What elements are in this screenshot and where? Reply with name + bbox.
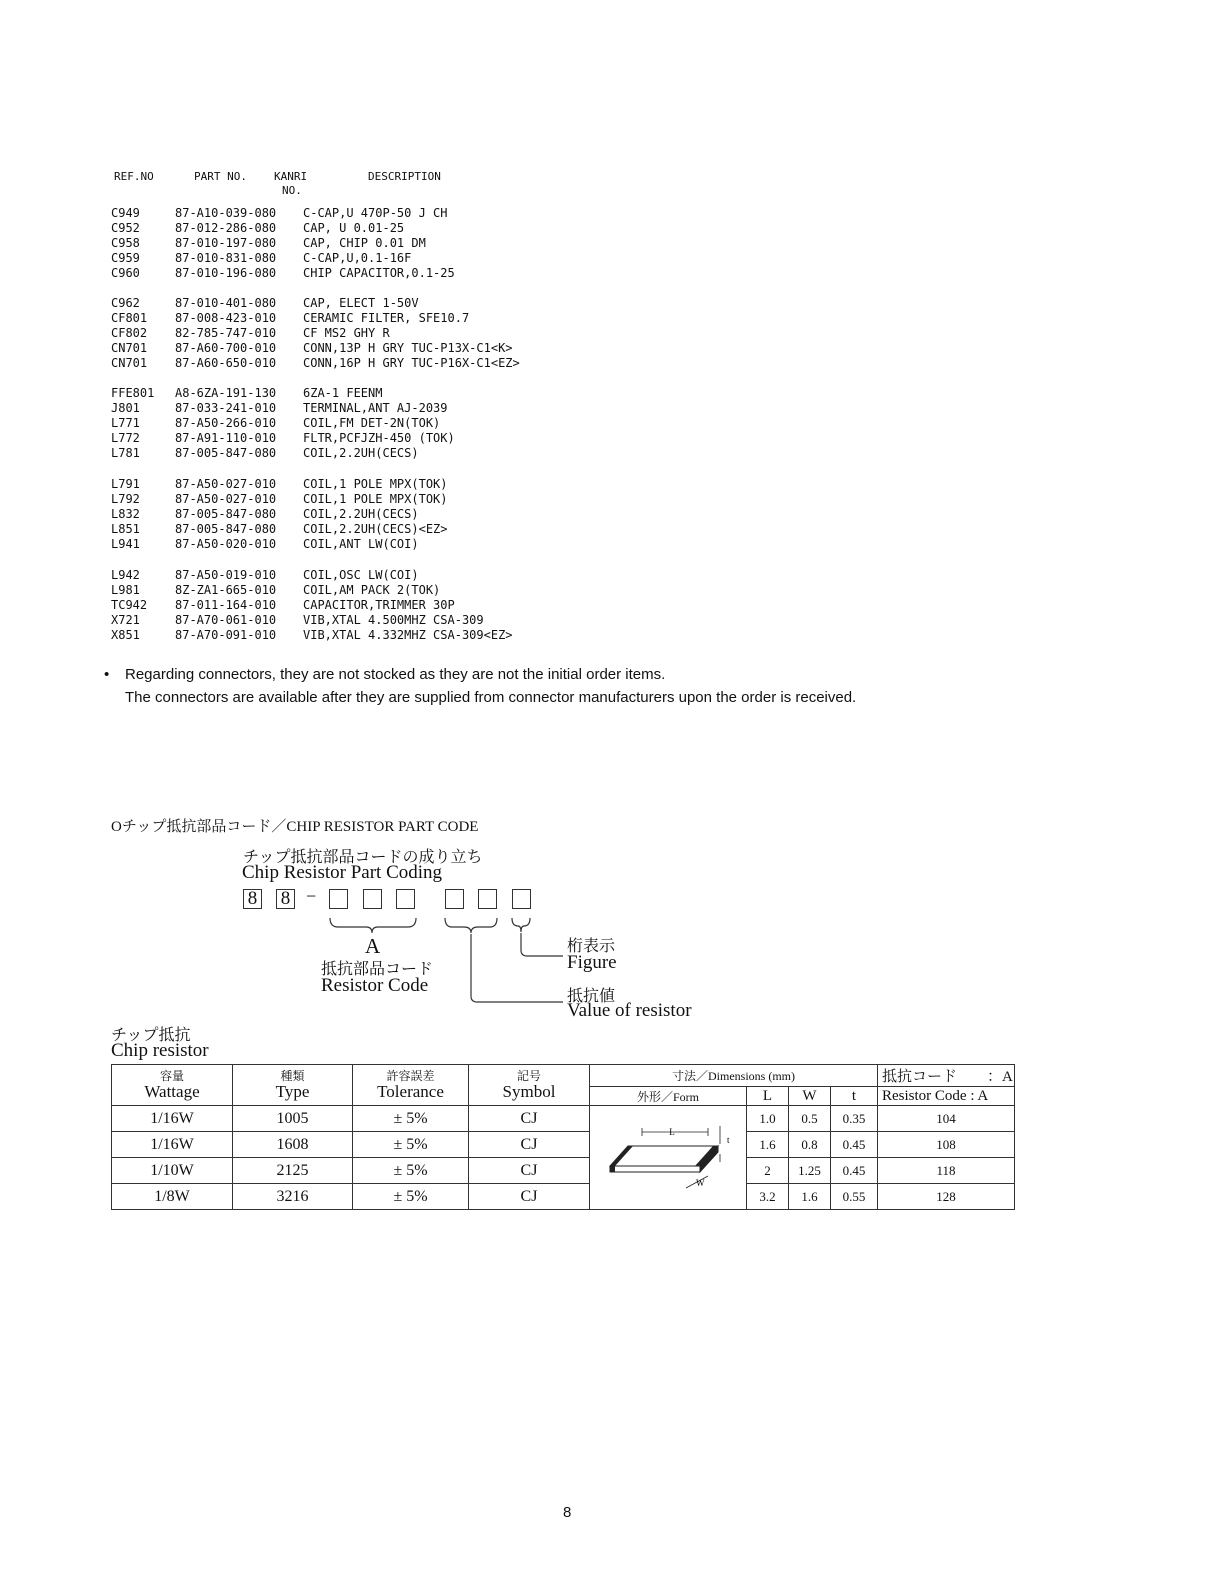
cell-wattage: 1/10W (112, 1158, 233, 1184)
part-no: 87-A50-266-010 (175, 416, 277, 431)
chip-table-title-en: Chip resistor (111, 1040, 209, 1061)
header-description: DESCRIPTION (368, 170, 441, 183)
part-no: 87-A60-650-010 (175, 356, 277, 371)
chip-resistor-table (111, 1064, 1015, 1210)
cell-code: 128 (878, 1184, 1015, 1210)
chip-code-section-title: Oチップ抵抗部品コード／CHIP RESISTOR PART CODE (111, 819, 479, 835)
header-kanri: KANRI (274, 170, 308, 183)
part-no: 87-A50-020-010 (175, 537, 277, 552)
ref-no: X721 (111, 613, 140, 628)
resistor-code-jp: 抵抗部品コード (321, 961, 434, 978)
cell-wattage: 1/8W (112, 1184, 233, 1210)
description: C-CAP,U,0.1-16F (303, 251, 412, 266)
part-no: 8Z-ZA1-665-010 (175, 583, 277, 598)
diagram-label-w: W (696, 1178, 705, 1188)
cell-t: 0.55 (831, 1184, 878, 1210)
cell-w: 0.5 (789, 1106, 831, 1132)
cell-code: 104 (878, 1106, 1015, 1132)
value-en: Value of resistor (567, 1000, 692, 1021)
cell-w: 0.8 (789, 1132, 831, 1158)
description: COIL,OSC LW(COI) (303, 568, 419, 582)
part-no: 87-008-423-010 (175, 311, 277, 326)
description: CAPACITOR,TRIMMER 30P (303, 598, 455, 613)
code-digit-1: 8 (243, 889, 262, 909)
description: COIL,FM DET-2N(TOK) (303, 416, 441, 431)
table-row (112, 1132, 1015, 1158)
cell-tolerance: ± 5% (353, 1158, 469, 1184)
part-no: A8-6ZA-191-130 (175, 386, 277, 400)
ref-no: FFE801 (111, 386, 155, 400)
code-digit-2: 8 (276, 889, 295, 909)
description: COIL,2.2UH(CECS) (303, 507, 419, 522)
description: COIL,1 POLE MPX(TOK) (303, 492, 448, 507)
description: CAP, U 0.01-25 (303, 221, 405, 236)
header-symbol: 記号 Symbol (469, 1065, 590, 1106)
brace-a (330, 918, 416, 933)
description: CAP, CHIP 0.01 DM (303, 236, 426, 251)
cell-wattage: 1/16W (112, 1106, 233, 1132)
header-code-jp: 抵抗コード ：A (878, 1065, 1015, 1087)
cell-tolerance: ± 5% (353, 1184, 469, 1210)
part-no: 87-A91-110-010 (175, 431, 277, 446)
cell-t: 0.35 (831, 1106, 878, 1132)
cell-w: 1.6 (789, 1184, 831, 1210)
header-ref-no: REF.NO (114, 170, 154, 183)
ref-no: C952 (111, 221, 140, 236)
header-l: L (747, 1087, 789, 1106)
figure-en: Figure (567, 952, 617, 973)
part-no: 87-010-831-080 (175, 251, 277, 266)
part-no: 87-010-197-080 (175, 236, 277, 251)
ref-no: L772 (111, 431, 140, 446)
part-no: 82-785-747-010 (175, 326, 277, 341)
figure-jp: 桁表示 (567, 938, 616, 955)
cell-l: 1.6 (747, 1132, 789, 1158)
description: CERAMIC FILTER, SFE10.7 (303, 311, 470, 326)
ref-no: CN701 (111, 356, 148, 371)
ref-no: C960 (111, 266, 140, 281)
note-bullet: • (104, 666, 110, 683)
chip-table-title-jp: チップ抵抗 (111, 1027, 191, 1044)
part-no: 87-A10-039-080 (175, 206, 277, 220)
description: CONN,13P H GRY TUC-P13X-C1<K> (303, 341, 513, 356)
ref-no: CF802 (111, 326, 148, 341)
ref-no: X851 (111, 628, 140, 643)
header-w: W (789, 1087, 831, 1106)
cell-type: 2125 (233, 1158, 353, 1184)
table-row (112, 1184, 1015, 1210)
ref-no: L771 (111, 416, 140, 431)
description: COIL,ANT LW(COI) (303, 537, 419, 552)
header-t: t (831, 1087, 878, 1106)
part-no: 87-A60-700-010 (175, 341, 277, 356)
cell-type: 3216 (233, 1184, 353, 1210)
ref-no: L781 (111, 446, 140, 461)
ref-no: C949 (111, 206, 140, 220)
description: CHIP CAPACITOR,0.1-25 (303, 266, 455, 281)
header-row-1 (112, 1065, 1015, 1087)
description: CONN,16P H GRY TUC-P16X-C1<EZ> (303, 356, 520, 371)
value-jp: 抵抗値 (567, 988, 616, 1005)
description: CF MS2 GHY R (303, 326, 390, 341)
diagram-label-l: L (669, 1127, 675, 1137)
description: COIL,1 POLE MPX(TOK) (303, 477, 448, 491)
ref-no: L792 (111, 492, 140, 507)
leader-value (471, 934, 563, 1002)
part-no: 87-012-286-080 (175, 221, 277, 236)
cell-code: 118 (878, 1158, 1015, 1184)
a-label: A (365, 934, 381, 958)
table-row (112, 1106, 1015, 1132)
part-no: 87-A50-019-010 (175, 568, 277, 582)
header-dimensions: 寸法／Dimensions (mm) (590, 1065, 878, 1087)
header-code-en: Resistor Code : A (878, 1087, 1015, 1106)
ref-no: CF801 (111, 311, 148, 326)
description: TERMINAL,ANT AJ-2039 (303, 401, 448, 416)
ref-no: J801 (111, 401, 140, 416)
part-no: 87-011-164-010 (175, 598, 277, 613)
cell-wattage: 1/16W (112, 1132, 233, 1158)
ref-no: L851 (111, 522, 140, 537)
part-no: 87-010-401-080 (175, 296, 277, 310)
header-kanri-no: NO. (282, 184, 302, 197)
table-row (112, 1158, 1015, 1184)
leader-figure (521, 933, 563, 956)
ref-no: C959 (111, 251, 140, 266)
ref-no: CN701 (111, 341, 148, 356)
code-dash: − (306, 886, 317, 906)
ref-no: L981 (111, 583, 140, 598)
note-line-1: Regarding connectors, they are not stocked as they are not the initial order items. (125, 666, 666, 683)
coding-title-en: Chip Resistor Part Coding (242, 862, 443, 883)
header-part-no: PART NO. (194, 170, 247, 183)
cell-type: 1005 (233, 1106, 353, 1132)
header-form: 外形／Form (590, 1087, 747, 1106)
cell-code: 108 (878, 1132, 1015, 1158)
part-no: 87-005-847-080 (175, 522, 277, 537)
cell-t: 0.45 (831, 1132, 878, 1158)
header-wattage: 容量 Wattage (112, 1065, 233, 1106)
note-line-2: The connectors are available after they are supplied from connector manufacturers upon the order is received. (125, 689, 857, 706)
description: FLTR,PCFJZH-450 (TOK) (303, 431, 455, 446)
description: COIL,AM PACK 2(TOK) (303, 583, 441, 598)
brace-value (445, 918, 497, 933)
cell-symbol: CJ (469, 1184, 590, 1210)
ref-no: L941 (111, 537, 140, 552)
cell-symbol: CJ (469, 1132, 590, 1158)
brace-figure (512, 918, 530, 932)
part-no: 87-A50-027-010 (175, 492, 277, 507)
diagram-label-t: t (727, 1135, 730, 1145)
cell-t: 0.45 (831, 1158, 878, 1184)
part-no: 87-A50-027-010 (175, 477, 277, 491)
description: C-CAP,U 470P-50 J CH (303, 206, 448, 220)
ref-no: L791 (111, 477, 140, 491)
header-tolerance: 許容誤差 Tolerance (353, 1065, 469, 1106)
cell-tolerance: ± 5% (353, 1132, 469, 1158)
page-number: 8 (563, 1504, 572, 1521)
part-no: 87-A70-091-010 (175, 628, 277, 643)
resistor-code-en: Resistor Code (321, 975, 429, 996)
description: VIB,XTAL 4.332MHZ CSA-309<EZ> (303, 628, 513, 643)
cell-l: 3.2 (747, 1184, 789, 1210)
cell-l: 1.0 (747, 1106, 789, 1132)
ref-no: TC942 (111, 598, 148, 613)
cell-l: 2 (747, 1158, 789, 1184)
cell-symbol: CJ (469, 1106, 590, 1132)
description: CAP, ELECT 1-50V (303, 296, 419, 310)
ref-no: C958 (111, 236, 140, 251)
description: VIB,XTAL 4.500MHZ CSA-309 (303, 613, 484, 628)
cell-w: 1.25 (789, 1158, 831, 1184)
ref-no: L832 (111, 507, 140, 522)
cell-type: 1608 (233, 1132, 353, 1158)
chip-form-diagram (600, 1118, 740, 1198)
ref-no: L942 (111, 568, 140, 582)
ref-no: C962 (111, 296, 140, 310)
part-no: 87-005-847-080 (175, 446, 277, 461)
description: COIL,2.2UH(CECS)<EZ> (303, 522, 448, 537)
part-no: 87-033-241-010 (175, 401, 277, 416)
part-no: 87-010-196-080 (175, 266, 277, 281)
coding-title-jp: チップ抵抗部品コードの成り立ち (243, 849, 483, 866)
description: 6ZA-1 FEENM (303, 386, 383, 400)
header-type: 種類 Type (233, 1065, 353, 1106)
part-no: 87-005-847-080 (175, 507, 277, 522)
cell-tolerance: ± 5% (353, 1106, 469, 1132)
part-no: 87-A70-061-010 (175, 613, 277, 628)
description: COIL,2.2UH(CECS) (303, 446, 419, 461)
cell-symbol: CJ (469, 1158, 590, 1184)
